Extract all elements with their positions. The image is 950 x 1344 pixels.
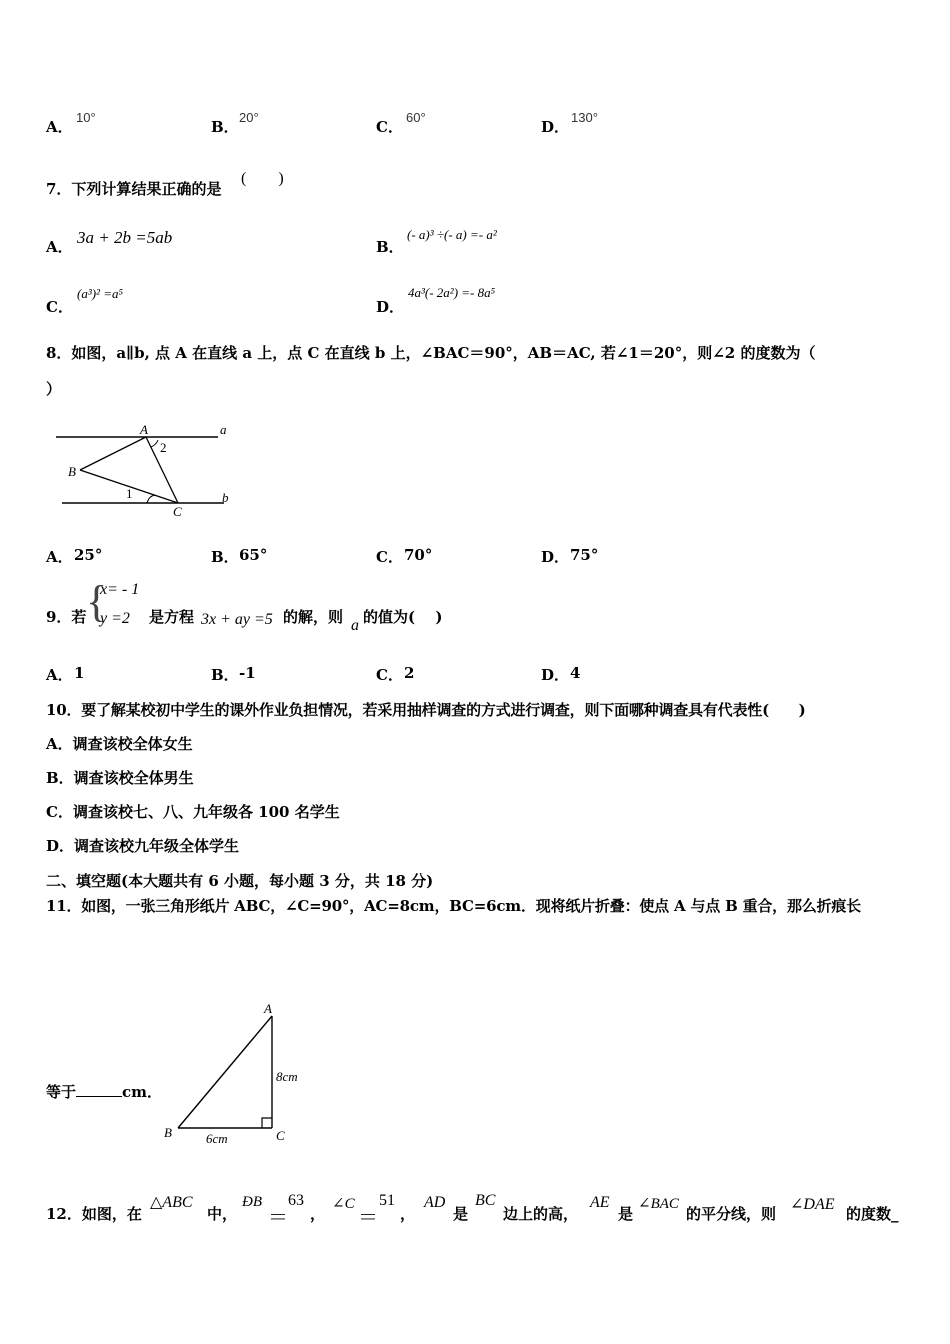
q6-option-c-label: C．: [376, 118, 403, 136]
q8-stem: 8．如图，a∥b, 点 A 在直线 a 上，点 C 在直线 b 上，∠BAC＝90°，AB＝AC, 若∠1＝20°，则∠2 的度数为（: [46, 344, 816, 362]
q9-suffix: 的值为( ): [363, 608, 443, 626]
q12-c2: ，: [400, 1205, 416, 1223]
q12-c1: ，: [310, 1205, 326, 1223]
q6-option-b-label: B．: [211, 118, 239, 136]
q7-stem: 7．下列计算结果正确的是: [46, 180, 222, 198]
q9-system-line1: x= - 1: [100, 581, 140, 598]
q12-num: 12．如图，在: [46, 1205, 142, 1223]
q9-middle: 是方程: [149, 608, 195, 626]
q9-after-eq: 的解，则: [283, 608, 344, 626]
q9-option-b-label: B．: [211, 666, 239, 684]
q12-eq1: ＝: [268, 1207, 288, 1229]
q12-t5: 的平分线，则: [686, 1205, 777, 1223]
angle-2-arc: [151, 440, 158, 447]
label-b-line: b: [222, 490, 229, 505]
q11-answer-blank[interactable]: [76, 1084, 122, 1097]
q11-answer-prefix: 等于: [46, 1083, 77, 1101]
q11-answer-suffix: cm．: [122, 1083, 163, 1101]
q7-option-a-label: A．: [46, 238, 73, 256]
q9-option-c-label: C．: [376, 666, 403, 684]
label-c: C: [276, 1128, 285, 1143]
q12-t3: 边上的高，: [503, 1205, 579, 1223]
q10-option-b: B．调查该校全体男生: [46, 769, 194, 787]
q7-option-b-label: B．: [376, 238, 404, 256]
q9-option-c-value: 2: [404, 664, 415, 682]
q6-option-a-label: A．: [46, 118, 73, 136]
label-c-point: C: [173, 504, 182, 519]
q12-ae: AE: [590, 1194, 610, 1211]
q12-angle-c: ∠C: [332, 1196, 355, 1212]
q9-option-a-value: 1: [74, 664, 85, 682]
q10-stem: 10．要了解某校初中学生的课外作业负担情况，若采用抽样调查的方式进行调查，则下面哪种调查具有代表性( ): [46, 701, 806, 719]
q10-option-a: A．调查该校全体女生: [46, 735, 193, 753]
q6-option-a-value: 10°: [76, 110, 96, 125]
label-angle-2: 2: [160, 440, 167, 455]
label-a-line: a: [220, 422, 227, 437]
q12-angle-bac: ∠BAC: [638, 1196, 679, 1212]
q6-option-d-value: 130°: [571, 110, 598, 125]
q7-option-a-expr: 3a + 2b =5ab: [77, 228, 173, 247]
q7-option-d-label: D．: [376, 298, 405, 316]
segment-ab: [80, 437, 146, 470]
q11-answer-line: [46, 1081, 162, 1102]
label-angle-1: 1: [126, 486, 133, 501]
q9-system-line2: y =2: [100, 610, 130, 627]
q6-option-c-value: 60°: [406, 110, 426, 125]
label-a-point: A: [140, 422, 148, 437]
q8-option-b-label: B．: [211, 548, 239, 566]
q12-t6: 的度数_: [846, 1205, 899, 1223]
q7-paren: ( ): [241, 170, 284, 187]
q9-var: a: [351, 617, 359, 634]
q12-eq2: ＝: [358, 1207, 378, 1229]
q8-option-d-label: D．: [541, 548, 570, 566]
q12-value-63: 63: [288, 1192, 304, 1209]
q12-angle-b: ÐB: [242, 1194, 262, 1210]
q9-prefix: 9．若: [46, 608, 87, 626]
q8-option-c-value: 70°: [404, 546, 433, 564]
q8-option-a-label: A．: [46, 548, 73, 566]
q9-option-a-label: A．: [46, 666, 73, 684]
q7-option-b-expr: (- a)³ ÷(- a) =- a²: [407, 227, 497, 242]
q9-equation: 3x + ay =5: [201, 611, 273, 628]
q8-option-c-label: C．: [376, 548, 403, 566]
q9-system-brace: {: [86, 577, 108, 626]
q7-option-c-expr: (a³)² =a⁵: [77, 286, 123, 301]
q12-t4: 是: [618, 1205, 634, 1223]
q6-option-b-value: 20°: [239, 110, 259, 125]
right-angle-mark: [262, 1118, 272, 1128]
angle-1-arc: [147, 495, 155, 503]
q12-t1: 中，: [207, 1205, 238, 1223]
segment-ab: [178, 1016, 272, 1128]
q10-option-c: C．调查该校七、八、九年级各 100 名学生: [46, 803, 340, 821]
q10-option-d: D．调查该校九年级全体学生: [46, 837, 240, 855]
q11-figure: [160, 998, 310, 1148]
q12-t2: 是: [453, 1205, 469, 1223]
label-ac-length: 8cm: [276, 1069, 298, 1084]
label-b-point: B: [68, 464, 76, 479]
q8-option-b-value: 65°: [239, 546, 268, 564]
q12-ad: AD: [424, 1194, 446, 1211]
q9-option-d-label: D．: [541, 666, 570, 684]
q9-option-d-value: 4: [570, 664, 581, 682]
q12-value-51: 51: [379, 1192, 395, 1209]
q6-option-d-label: D．: [541, 118, 570, 136]
q7-option-d-expr: 4a³(- 2a²) =- 8a⁵: [408, 285, 496, 300]
label-b: B: [164, 1125, 172, 1140]
q8-option-a-value: 25°: [74, 546, 103, 564]
section-heading: 二、填空题(本大题共有 6 小题，每小题 3 分，共 18 分): [46, 872, 434, 890]
q8-stem-end: ）: [46, 380, 62, 398]
q12-bc: BC: [475, 1192, 496, 1209]
q8-option-d-value: 75°: [570, 546, 599, 564]
q7-option-c-label: C．: [46, 298, 73, 316]
q12-triangle: △ABC: [150, 1194, 193, 1211]
q8-figure: [50, 418, 240, 520]
q9-option-b-value: -1: [239, 664, 256, 682]
label-bc-length: 6cm: [206, 1131, 228, 1146]
q11-stem: 11．如图，一张三角形纸片 ABC，∠C=90°，AC=8cm，BC=6cm．现将纸片折叠：使点 A 与点 B 重合，那么折痕长: [46, 897, 861, 915]
q12-angle-dae: ∠DAE: [790, 1196, 835, 1213]
label-a: A: [264, 1001, 272, 1016]
